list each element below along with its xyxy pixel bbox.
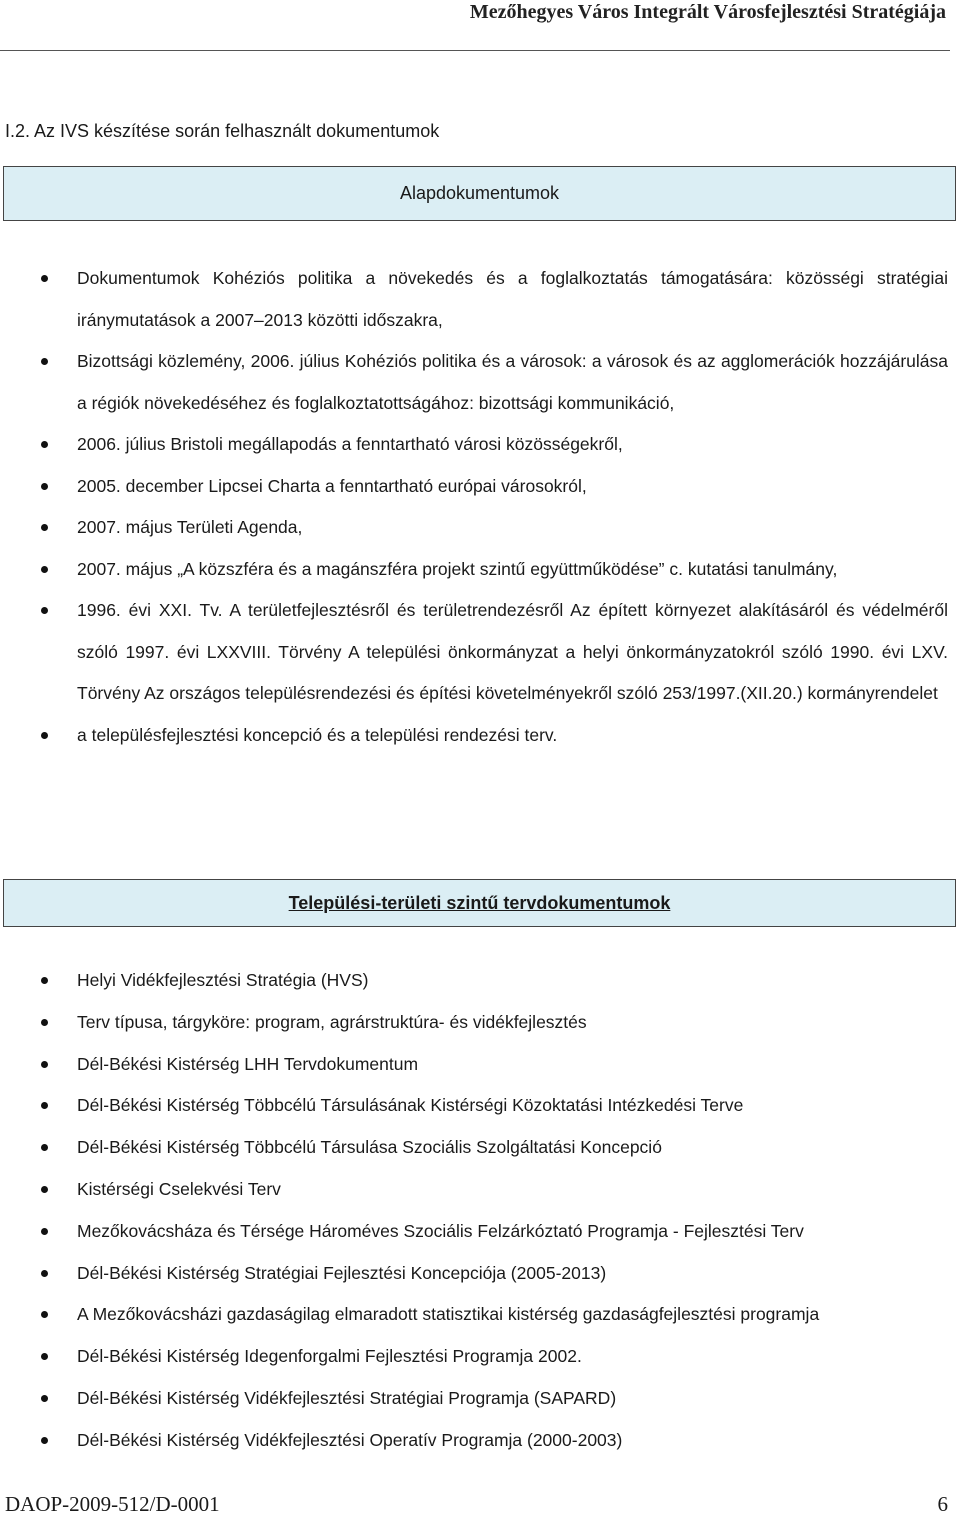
bullet-icon <box>41 1437 48 1444</box>
list-item <box>0 1211 960 1253</box>
list-item <box>0 341 960 424</box>
list-item-text: 2006. július Bristoli megállapodás a fenntartható városi közösségekről, <box>77 434 623 454</box>
bullet-icon <box>41 358 48 365</box>
list-item-text: Dél-Békési Kistérség Többcélú Társulása Szociális Szolgáltatási Koncepció <box>77 1137 662 1158</box>
bullet-icon <box>41 732 48 739</box>
list-item <box>0 549 960 591</box>
bullet-icon <box>41 1186 48 1193</box>
list-item-text: a településfejlesztési koncepció és a települési rendezési terv. <box>77 724 558 745</box>
footer-page-number: 6 <box>937 1492 948 1516</box>
bullet-icon <box>41 1102 48 1109</box>
bullet-icon <box>41 566 48 573</box>
bullet-icon <box>41 1311 48 1318</box>
list-item-text: Dél-Békési Kistérség Vidékfejlesztési Operatív Programja (2000-2003) <box>77 1429 623 1450</box>
list-item-text: 2007. május Területi Agenda, <box>77 517 303 537</box>
bullet-icon <box>41 1353 48 1360</box>
list-item <box>0 507 960 549</box>
bullet-icon <box>41 1144 48 1151</box>
basic-documents-list <box>0 258 960 756</box>
bullet-icon <box>41 483 48 490</box>
bullet-icon <box>41 441 48 448</box>
bullet-icon <box>41 275 48 282</box>
bullet-icon <box>41 1395 48 1402</box>
list-item <box>0 466 960 508</box>
list-item-text: 2005. december Lipcsei Charta a fenntartható európai városokról, <box>77 475 587 496</box>
list-item-text: Dokumentumok Kohéziós politika a növekedés és a foglalkoztatás támogatására: közösségi stratégiai iránymutatások a 2007–2013 közötti időszakra, <box>77 268 948 330</box>
list-item-text: 1996. évi XXI. Tv. A területfejlesztésről és területrendezésről Az épített környezet alakításáról és védelméről szóló 1997. évi LXXVIII. Törvény A települési önkormányzat a helyi önkormányzatokról szóló 1990. évi LXV. Törvény Az országos településrendezési és építési követelményekről szóló 253/1997.(XII.20.) kormányrendelet <box>77 600 948 703</box>
bullet-icon <box>41 1270 48 1277</box>
list-item <box>0 960 960 1002</box>
list-item-text: A Mezőkovácsházi gazdaságilag elmaradott statisztikai kistérség gazdaságfejlesztési programja <box>77 1304 820 1325</box>
list-item-text: Dél-Békési Kistérség Stratégiai Fejlesztési Koncepciója (2005-2013) <box>77 1262 607 1283</box>
bullet-icon <box>41 1228 48 1235</box>
list-item-text: Helyi Vidékfejlesztési Stratégia (HVS) <box>77 970 369 990</box>
list-item <box>0 1044 960 1086</box>
list-item-text: Bizottsági közlemény, 2006. július Kohéziós politika és a városok: a városok és az agglomerációk hozzájárulása a régiók növekedéséhez és foglalkoztatottságához: bizottsági kommunikáció, <box>77 351 948 413</box>
telepulesi-box <box>3 879 956 927</box>
list-item-text: Terv típusa, tárgyköre: program, agrárstruktúra- és vidékfejlesztés <box>77 1011 587 1032</box>
list-item-text: Dél-Békési Kistérség LHH Tervdokumentum <box>77 1053 419 1074</box>
list-item-text: Dél-Békési Kistérség Többcélú Társulásának Kistérségi Közoktatási Intézkedési Terve <box>77 1095 744 1116</box>
list-item <box>0 1420 960 1462</box>
list-item <box>0 1085 960 1127</box>
list-item-text: Dél-Békési Kistérség Vidékfejlesztési Stratégiai Programja (SAPARD) <box>77 1387 617 1408</box>
bullet-icon <box>41 977 48 984</box>
list-item-text: Dél-Békési Kistérség Idegenforgalmi Fejlesztési Programja 2002. <box>77 1346 582 1367</box>
alapdokumentumok-title: Alapdokumentumok <box>399 183 560 203</box>
list-item <box>0 1378 960 1420</box>
header-rule <box>0 50 950 51</box>
list-item-text: Kistérségi Cselekvési Terv <box>77 1178 281 1199</box>
bullet-icon <box>41 1019 48 1026</box>
footer-doc-id: DAOP-2009-512/D-0001 <box>5 1492 220 1516</box>
list-item <box>0 424 960 466</box>
list-item <box>0 1253 960 1295</box>
section-title: I.2. Az IVS készítése során felhasznált dokumentumok <box>5 121 440 141</box>
bullet-icon <box>41 524 48 531</box>
running-header: Mezőhegyes Város Integrált Városfejlesztési Stratégiája <box>469 1 946 23</box>
list-item <box>0 1002 960 1044</box>
telepulesi-title: Települési-területi szintű tervdokumentumok <box>288 893 671 913</box>
bullet-icon <box>41 607 48 614</box>
list-item <box>0 715 960 757</box>
list-item-text: 2007. május „A közszféra és a magánszféra projekt szintű együttműködése” c. kutatási tanulmány, <box>77 558 838 579</box>
list-item <box>0 258 960 341</box>
list-item <box>0 1294 960 1336</box>
list-item <box>0 590 960 715</box>
list-item <box>0 1169 960 1211</box>
list-item-text: Mezőkovácsháza és Térsége Hároméves Szociális Felzárkóztató Programja - Fejlesztési Terv <box>77 1220 804 1241</box>
bullet-icon <box>41 1061 48 1068</box>
list-item <box>0 1127 960 1169</box>
alapdokumentumok-box <box>3 166 956 221</box>
planning-documents-list <box>0 960 960 1462</box>
list-item <box>0 1336 960 1378</box>
